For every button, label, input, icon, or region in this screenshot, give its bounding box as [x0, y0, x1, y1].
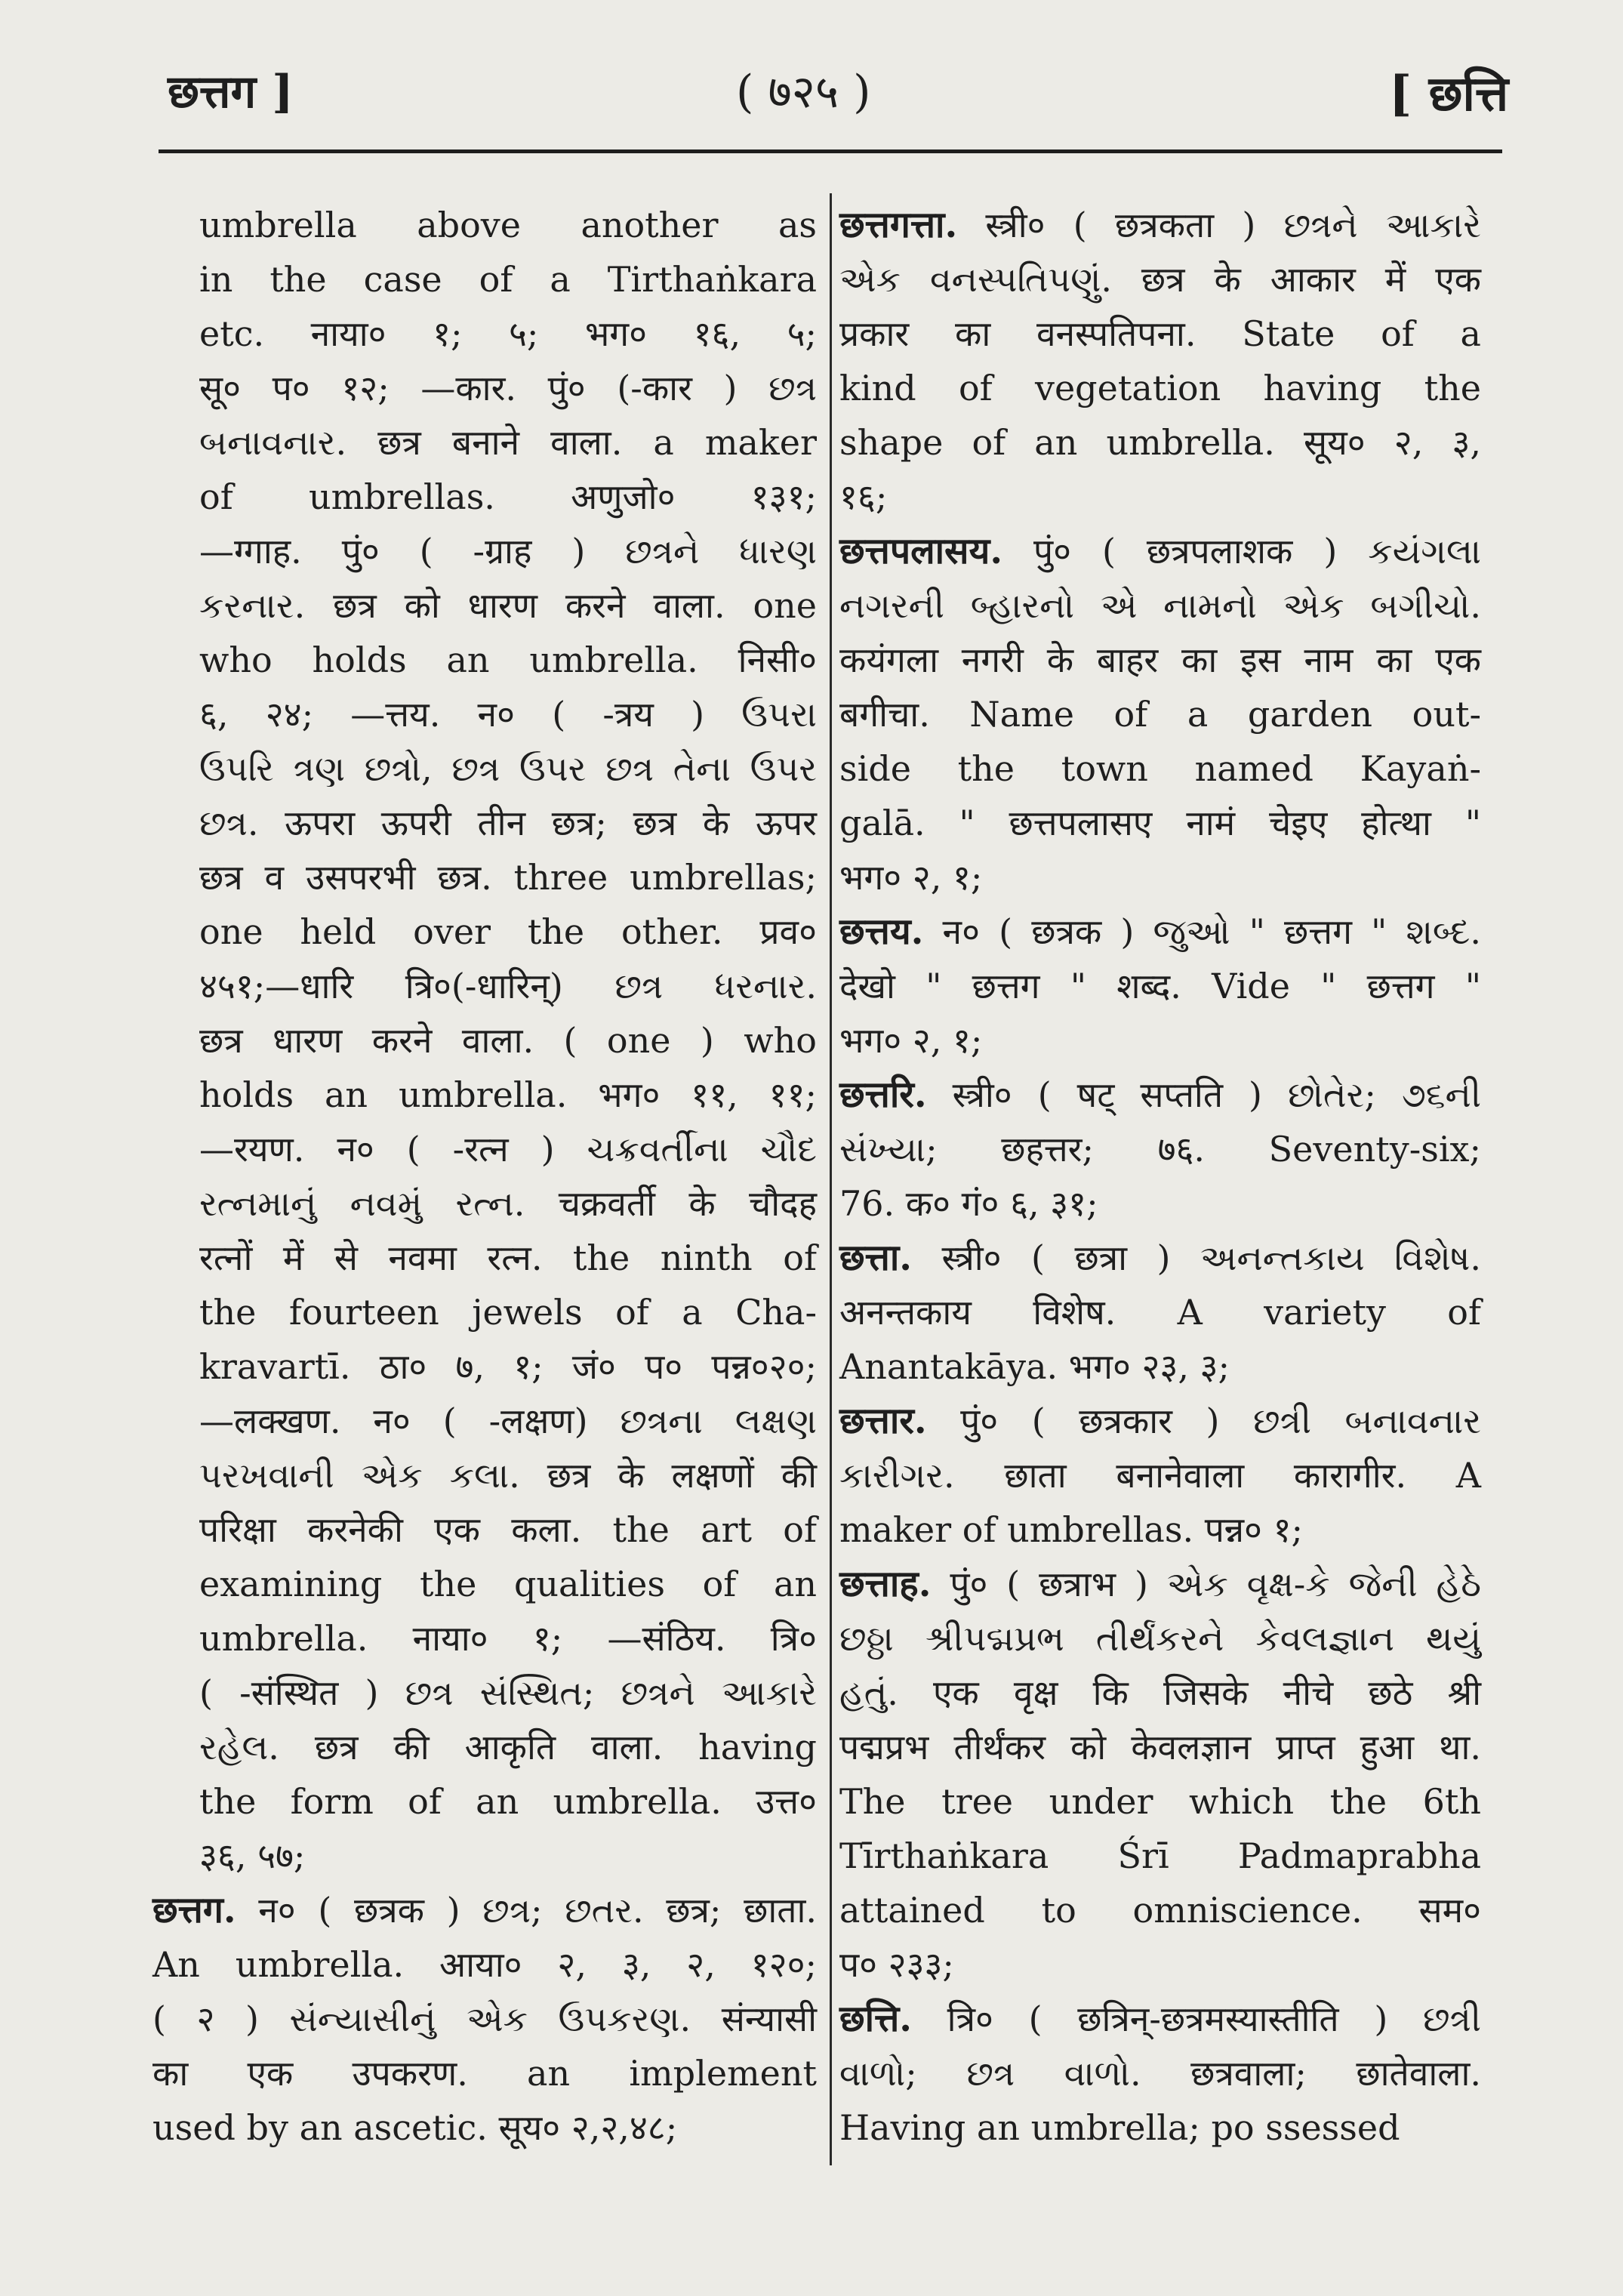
entry-text: galā. " छत्तपलासए नामं चेइए होत्था " — [839, 803, 1481, 843]
entry-text: पुं० ( छत्रकार ) છત્રી બનાવનાર — [960, 1401, 1481, 1441]
entry-text: स्त्री० ( छत्रकता ) છત્રને આકારે — [985, 205, 1481, 245]
entry-line — [152, 1992, 817, 2046]
entry-text-line: one held over the other. प्रव० — [199, 911, 817, 952]
entry-line — [839, 1774, 1481, 1829]
entry-line — [839, 361, 1481, 415]
entry-text: प्रकार का वनस्पतिपना. State of a — [839, 313, 1481, 354]
entry-text: An umbrella. आया० २, ३, २, १२०; — [152, 1944, 817, 1985]
entry-text: स्त्री० ( षट् सप्तति ) છોતેર; ૭૬ની — [952, 1074, 1481, 1115]
entry-text-line: examining the qualities of an — [199, 1564, 817, 1604]
entry-line — [839, 796, 1481, 850]
entry-headword: छत्ताह. — [839, 1563, 932, 1605]
entry-line — [839, 633, 1481, 687]
entry-line — [839, 905, 1481, 959]
entry-text: attained to omniscience. सम० — [839, 1890, 1481, 1931]
entry-text-line: પરખવાની એક કલા. छत्र के लक्षणों की — [199, 1455, 817, 1496]
entry-line — [839, 198, 1481, 252]
entry-text: kind of vegetation having the — [839, 368, 1481, 408]
entry-text: न० ( छत्रक ) છત્ર; છતર. छत्र; छाता. — [258, 1890, 818, 1931]
entry-headword: छत्तगत्ता. — [839, 204, 958, 246]
dictionary-entry — [839, 1231, 1481, 1394]
entry-line — [839, 415, 1481, 470]
entry-text: Having an umbrella; po ssessed — [839, 2107, 1400, 2148]
entry-text: भग० २, १; — [839, 857, 983, 898]
entry-line — [839, 2100, 1481, 2155]
entry-headword: छत्तपलासय. — [839, 530, 1003, 572]
entry-headword: छत्तय. — [839, 911, 924, 953]
entry-text: એક વનસ્પતિપણું. छत्र के आकार में एक — [839, 259, 1481, 300]
continued-entry — [152, 198, 817, 1883]
entry-text: कयंगला नगरी के बाहर का इस नाम का एक — [839, 639, 1481, 680]
dictionary-entry — [839, 524, 1481, 905]
right-entries — [839, 198, 1481, 2155]
dictionary-entry — [839, 905, 1481, 1068]
entry-line — [839, 687, 1481, 741]
entry-text: १६; — [839, 476, 888, 517]
entry-headword: छत्ता. — [839, 1237, 912, 1279]
entry-text-line: રત્નમાનું નવમું રત્ન. चक्रवर्ती के चौदह — [199, 1183, 817, 1224]
entry-line — [839, 1557, 1481, 1611]
entry-line — [152, 1883, 818, 1937]
entry-text: maker of umbrellas. पन्न० १; — [839, 1509, 1304, 1550]
entry-line — [839, 1502, 1481, 1557]
entry-text-line: umbrella above another as — [199, 205, 817, 245]
entry-line — [839, 741, 1481, 796]
entry-text: side the town named Kayaṅ- — [839, 748, 1481, 789]
entry-line — [839, 1339, 1481, 1394]
dictionary-entry — [839, 198, 1481, 524]
entry-text-line: —ग्गाह. पुं० ( -ग्राह ) છત્રને ધારણ — [199, 531, 817, 572]
entry-line — [839, 850, 1481, 905]
entry-text-line: ४५१;—धारि त्रि०(-धारिन्) છત્ર ધરનાર. — [199, 966, 817, 1006]
entry-line — [839, 1829, 1481, 1883]
entry-line — [839, 307, 1481, 361]
entry-text: 76. क० गं० ६, ३१; — [839, 1183, 1098, 1224]
entry-line — [839, 1937, 1481, 1992]
entry-text: का एक उपकरण. an implement — [152, 2053, 817, 2094]
entry-text-line: ( -संस्थित ) છત્ર સંસ્થિત; છત્રને આકારે — [199, 1672, 817, 1713]
entry-text: છઠ્ઠા શ્રીપદ્મપ્રભ તીર્થંકરને કેવલજ્ઞાન થયું — [839, 1618, 1481, 1659]
page-header — [0, 59, 1623, 142]
left-entries — [152, 1883, 817, 2155]
entry-text: भग० २, १; — [839, 1020, 983, 1061]
entry-text-line: છત્ર. ऊपरा ऊपरी तीन छत्र; छत्र के ऊपर — [199, 803, 817, 843]
entry-text-line: who holds an umbrella. निसी० — [199, 639, 817, 680]
entry-headword: छत्ति. — [839, 1998, 912, 2040]
entry-line — [152, 2046, 817, 2100]
entry-line — [839, 1883, 1481, 1937]
header-rule — [159, 149, 1502, 153]
dictionary-entry — [839, 1557, 1481, 1992]
entry-text: shape of an umbrella. सूय० २, ३, — [839, 422, 1481, 463]
entry-text: न० ( छत्रक ) જુઓ " छत्तग " શબ્દ. — [942, 911, 1481, 952]
entry-text: નગરની બ્હારનો એ નામનો એક બગીચો. — [839, 585, 1481, 626]
entry-text-line: in the case of a Tirthaṅkara — [199, 259, 817, 300]
entry-text: Anantakāya. भग० २३, ३; — [839, 1346, 1230, 1387]
column-divider — [830, 193, 832, 2165]
entry-text-line: કરનાર. छत्र को धारण करने वाला. one — [199, 585, 817, 626]
entry-text-line: सू० प० १२; —कार. पुं० (-कार ) છત્ર — [199, 368, 817, 408]
entry-text-line: ३६, ५७; — [199, 1835, 306, 1876]
entry-text-line: the form of an umbrella. उत्त० — [199, 1781, 817, 1822]
entry-line — [839, 1992, 1481, 2046]
entry-text-line: બનાવનાર. छत्र बनाने वाला. a maker — [199, 422, 817, 463]
entry-text-line: the fourteen jewels of a Cha- — [199, 1292, 817, 1333]
entry-text: Tīrthaṅkara Śrī Padmaprabha — [839, 1835, 1481, 1876]
entry-text-line: kravartī. ठा० ७, १; जं० प० पन्न०२०; — [199, 1346, 817, 1387]
entry-line — [839, 1068, 1481, 1122]
entry-text: अनन्तकाय विशेष. A variety of — [839, 1292, 1481, 1333]
header-right-guideword: [ छत्ति — [1389, 66, 1509, 122]
left-column — [152, 198, 817, 2155]
entry-line — [839, 524, 1481, 578]
entry-text-line: of umbrellas. अणुजो० १३१; — [199, 476, 817, 517]
entry-line — [152, 1937, 817, 1992]
entry-headword: छत्तार. — [839, 1400, 927, 1442]
entry-text: बगीचा. Name of a garden out- — [839, 694, 1481, 735]
entry-text: पद्मप्रभ तीर्थंकर को केवलज्ञान प्राप्त हुआ था. — [839, 1727, 1481, 1767]
entry-text-line: रत्नों में से नवमा रत्न. the ninth of — [199, 1237, 817, 1278]
entry-text: કારીગર. छाता बनानेवाला कारागीर. A — [839, 1455, 1481, 1496]
entry-line — [839, 578, 1481, 633]
entry-line — [839, 1611, 1481, 1666]
entry-text: ( २ ) સંન્યાસીનું એક ઉપકરણ. संन्यासी — [152, 1999, 817, 2039]
entry-text: The tree under which the 6th — [839, 1781, 1481, 1822]
entry-line — [152, 2100, 817, 2155]
entry-text: देखो " छत्तग " शब्द. Vide " छत्तग " — [839, 966, 1481, 1006]
entry-text-line: umbrella. नाया० १; —संठिय. त्रि० — [199, 1618, 817, 1659]
entry-text-line: ६, २४; —त्तय. न० ( -त्रय ) ઉપરા — [199, 694, 817, 735]
entry-line — [839, 1448, 1481, 1502]
dictionary-entry — [839, 1992, 1481, 2155]
header-left-guideword: छत्तग ] — [168, 66, 294, 119]
dictionary-entry — [839, 1068, 1481, 1231]
entry-text: स्त्री० ( छत्रा ) અનન્તકાય વિશેષ. — [941, 1237, 1482, 1278]
entry-text: त्रि० ( छत्रिन्-छत्रमस्यास्तीति ) છત્રી — [947, 1999, 1481, 2039]
entry-text: used by an ascetic. सूय० २,२,४८; — [152, 2107, 678, 2148]
entry-line — [839, 470, 1481, 524]
entry-line — [839, 1666, 1481, 1720]
entry-line — [839, 1013, 1481, 1068]
entry-text: पुं० ( छत्राभ ) એક વૃક્ષ-કે જેની હેઠે — [950, 1564, 1481, 1604]
header-page-number: ( ७२५ ) — [736, 66, 871, 119]
entry-line — [839, 1720, 1481, 1774]
entry-text-line: छत्र धारण करने वाला. ( one ) who — [199, 1020, 817, 1061]
entry-line — [839, 1394, 1481, 1448]
entry-text-line: etc. नाया० १; ५; भग० १६, ५; — [199, 313, 817, 354]
entry-text: વાળો; છત્ર વાળો. छत्रवाला; छातेवाला. — [839, 2053, 1481, 2094]
right-column — [839, 198, 1481, 2155]
entry-headword: छत्तग. — [152, 1889, 236, 1931]
entry-line — [839, 252, 1481, 307]
entry-text-line: परिक्षा करनेकी एक कला. the art of — [199, 1509, 817, 1550]
entry-text-line: —लक्खण. न० ( -लक्षण) છત્રના લક્ષણ — [199, 1401, 817, 1441]
entry-text: पुं० ( छत्रपलाशक ) કયંગલા — [1033, 531, 1481, 572]
dictionary-entry — [152, 1883, 817, 2155]
entry-line — [839, 1122, 1481, 1176]
entry-text-line: રહેલ. छत्र की आकृति वाला. having — [199, 1727, 817, 1767]
entry-text: प० २३३; — [839, 1944, 954, 1985]
dictionary-entry — [839, 1394, 1481, 1557]
entry-line — [839, 959, 1481, 1013]
entry-text-line: —रयण. न० ( -रत्न ) ચક્રવર્તીના ચૌદ — [199, 1129, 817, 1170]
entry-text: હતું. एक वृक्ष कि जिसके नीचे छठे श्री — [839, 1672, 1481, 1713]
entry-line — [839, 2046, 1481, 2100]
entry-line — [839, 1231, 1482, 1285]
entry-line — [839, 1176, 1481, 1231]
entry-text-line: छत्र व उसपरभी छत्र. three umbrellas; — [199, 857, 817, 898]
entry-line — [839, 1285, 1481, 1339]
entry-text: સંખ્યા; छहत्तर; ७६. Seventy-six; — [839, 1129, 1481, 1170]
entry-text-line: ઉપરિ ત્રણ છત્રો, છત્ર ઉપર છત્ર તેના ઉપર — [199, 748, 817, 789]
entry-text-line: holds an umbrella. भग० ११, ११; — [199, 1074, 817, 1115]
entry-headword: छत्तरि. — [839, 1074, 927, 1116]
